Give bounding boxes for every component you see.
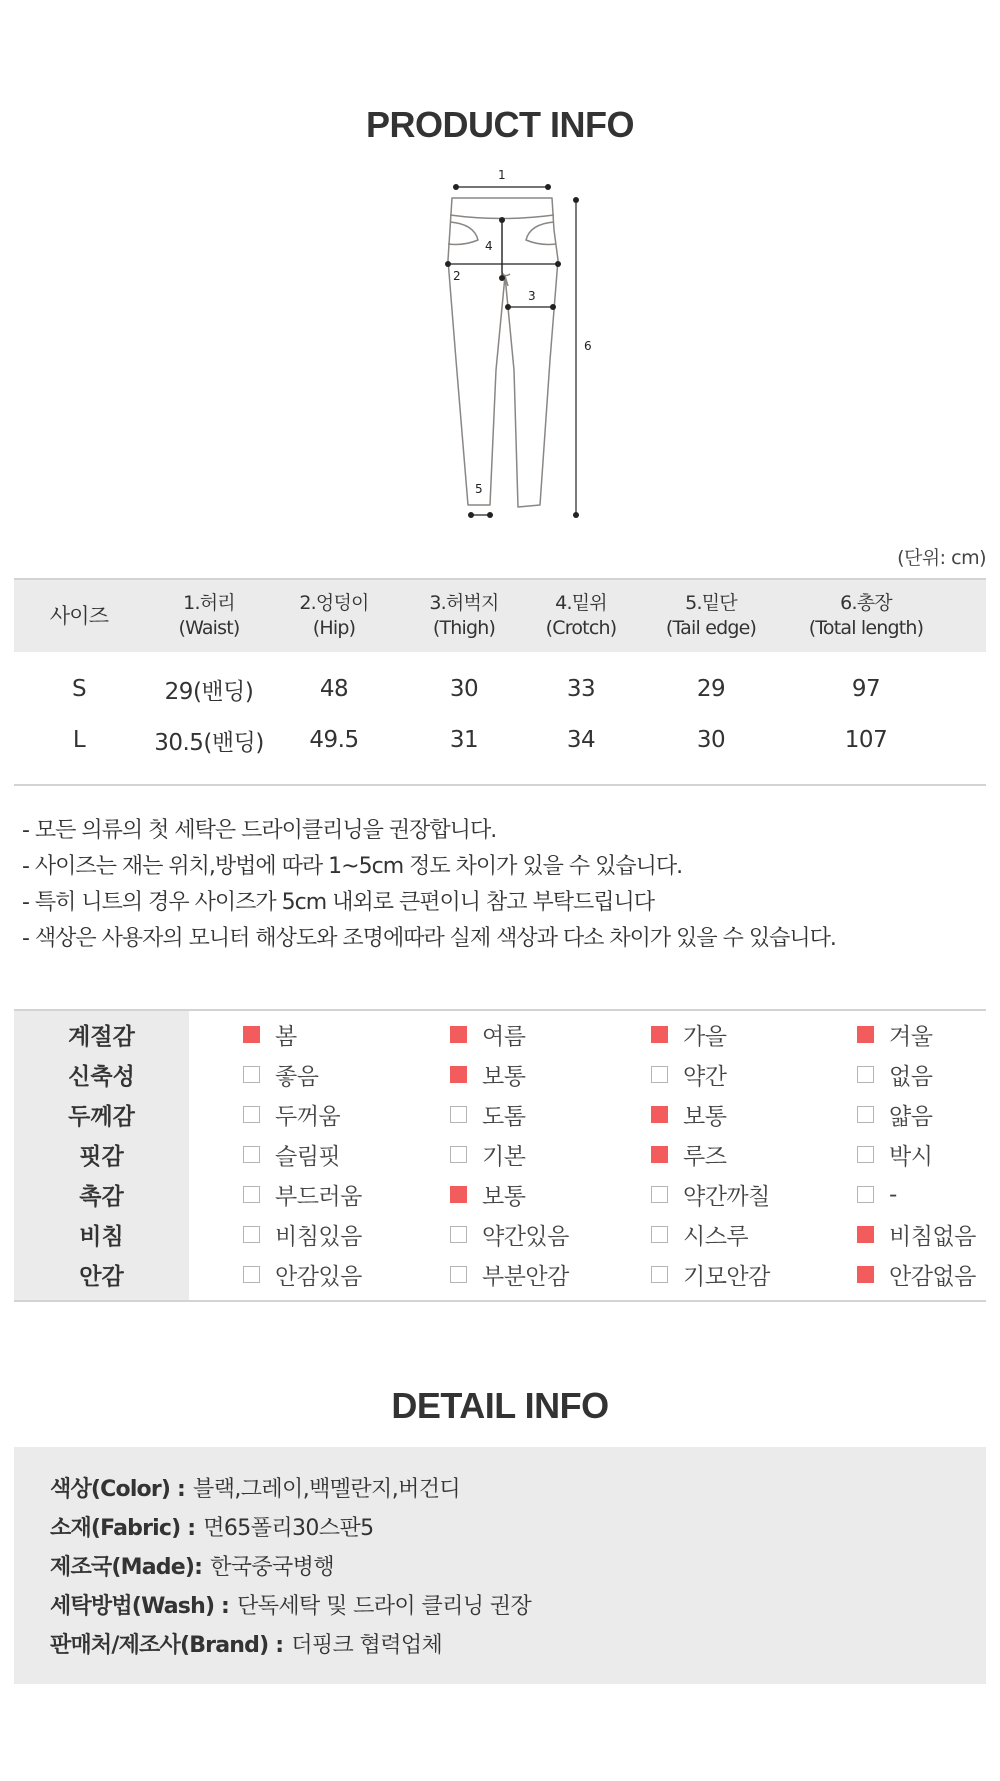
unchecked-box-icon: [450, 1106, 467, 1123]
attribute-option-label: 약간: [683, 1064, 727, 1090]
attribute-label: 신축성: [68, 1064, 135, 1090]
attribute-option: [243, 1095, 340, 1134]
unchecked-box-icon: [857, 1186, 874, 1203]
checked-box-icon: [651, 1026, 668, 1043]
attribute-option: [857, 1055, 932, 1094]
attribute-option-label: 기본: [482, 1144, 526, 1170]
attribute-option: [651, 1175, 770, 1214]
attribute-option: [651, 1255, 770, 1294]
attribute-option-label: 슬림핏: [275, 1144, 341, 1170]
note-line: - 모든 의류의 첫 세탁은 드라이클리닝을 권장합니다.: [22, 818, 497, 843]
attribute-option: [243, 1215, 362, 1254]
detail-info-box: [14, 1447, 986, 1684]
unchecked-box-icon: [857, 1106, 874, 1123]
attribute-option: [651, 1095, 726, 1134]
detail-value: 단독세탁 및 드라이 클리닝 권장: [237, 1594, 532, 1619]
cell-size: S: [71, 676, 87, 702]
attribute-option: [243, 1135, 340, 1174]
checked-box-icon: [243, 1026, 260, 1043]
attribute-row: [14, 1135, 986, 1174]
detail-info-title: DETAIL INFO: [391, 1385, 609, 1426]
attribute-option-label: 약간있음: [482, 1224, 569, 1250]
detail-row-color: [50, 1468, 986, 1507]
attribute-option: [651, 1215, 748, 1254]
unchecked-box-icon: [651, 1266, 668, 1283]
cell-total-length: 107: [844, 727, 888, 753]
checked-box-icon: [450, 1186, 467, 1203]
fly-line: [502, 222, 510, 276]
detail-value: 블랙,그레이,백멜란지,버건디: [193, 1477, 461, 1502]
attribute-label: 계절감: [68, 1024, 135, 1050]
measure-label-5: 5: [475, 482, 483, 496]
attribute-option-label: 루즈: [683, 1144, 727, 1170]
attribute-row: [14, 1215, 986, 1254]
attribute-row: [14, 1095, 986, 1134]
detail-row-made: [50, 1546, 986, 1585]
attribute-option-label: 박시: [889, 1144, 933, 1170]
attribute-option: [450, 1015, 525, 1054]
detail-value: 면65폴리30스판5: [203, 1516, 374, 1541]
cell-tail-edge: 29: [696, 676, 726, 702]
attribute-option-label: 봄: [275, 1024, 297, 1050]
detail-value: 더핑크 협력업체: [291, 1633, 443, 1658]
detail-row-brand: [50, 1624, 986, 1663]
attribute-option: [450, 1255, 569, 1294]
unit-note: (단위: cm): [897, 547, 986, 569]
attribute-option-label: 약간까칠: [683, 1184, 770, 1210]
checked-box-icon: [857, 1226, 874, 1243]
checked-box-icon: [651, 1106, 668, 1123]
attribute-option-label: 안감있음: [275, 1264, 362, 1290]
checked-box-icon: [450, 1026, 467, 1043]
pants-measurement-diagram: [430, 160, 600, 520]
care-notes: [22, 813, 982, 957]
detail-key: 판매처/제조사(Brand) :: [50, 1633, 284, 1658]
measure-label-2: 2: [453, 269, 461, 283]
unchecked-box-icon: [243, 1106, 260, 1123]
attribute-label: 두께감: [68, 1104, 135, 1130]
unchecked-box-icon: [651, 1066, 668, 1083]
unchecked-box-icon: [450, 1226, 467, 1243]
note-line: - 사이즈는 재는 위치,방법에 따라 1~5cm 정도 차이가 있을 수 있습니다.: [22, 854, 683, 879]
detail-key: 색상(Color) :: [50, 1477, 186, 1502]
attribute-option-label: 여름: [482, 1024, 526, 1050]
cell-total-length: 97: [851, 676, 881, 702]
cell-hip: 49.5: [309, 727, 359, 753]
attribute-option-label: 도톰: [482, 1104, 526, 1130]
attribute-option-label: 얇음: [889, 1104, 933, 1130]
header-crotch: 4.밑위 (Crotch): [545, 592, 617, 639]
size-row-l: [14, 718, 986, 762]
attribute-option-label: -: [889, 1181, 897, 1208]
attribute-option: [857, 1175, 897, 1214]
attribute-option: [243, 1055, 318, 1094]
cell-hip: 48: [319, 676, 349, 702]
attribute-table: [14, 1009, 986, 1302]
detail-key: 제조국(Made):: [50, 1555, 203, 1580]
detail-row-wash: [50, 1585, 986, 1624]
attribute-option: [857, 1215, 976, 1254]
measure-label-3: 3: [528, 289, 536, 303]
attribute-option-label: 시스루: [683, 1224, 749, 1250]
size-table: [14, 578, 986, 756]
note-line: - 색상은 사용자의 모니터 해상도와 조명에따라 실제 색상과 다소 차이가 있을 수 있습니다.: [22, 926, 836, 951]
cell-crotch: 34: [566, 727, 596, 753]
detail-value: 한국중국병행: [210, 1555, 334, 1580]
attribute-option-label: 보통: [482, 1184, 526, 1210]
attribute-option-label: 가을: [683, 1024, 727, 1050]
attribute-option-label: 두꺼움: [275, 1104, 341, 1130]
attribute-option-label: 비침있음: [275, 1224, 362, 1250]
cell-thigh: 31: [449, 727, 479, 753]
attribute-label: 핏감: [79, 1144, 124, 1170]
unchecked-box-icon: [651, 1186, 668, 1203]
attribute-option-label: 겨울: [889, 1024, 933, 1050]
attribute-option: [857, 1135, 932, 1174]
attribute-label: 촉감: [79, 1184, 124, 1210]
attribute-row: [14, 1055, 986, 1094]
cell-crotch: 33: [566, 676, 596, 702]
attribute-option-label: 없음: [889, 1064, 933, 1090]
attribute-option: [450, 1135, 525, 1174]
left-pocket: [448, 222, 478, 245]
measure-label-1: 1: [498, 168, 506, 182]
divider: [14, 784, 986, 786]
attribute-option: [857, 1255, 976, 1294]
checked-box-icon: [651, 1146, 668, 1163]
detail-row-fabric: [50, 1507, 986, 1546]
attribute-option: [450, 1175, 525, 1214]
attribute-option: [857, 1015, 932, 1054]
size-row-s: [14, 667, 986, 711]
attribute-option: [651, 1015, 726, 1054]
attribute-option: [243, 1255, 362, 1294]
unchecked-box-icon: [651, 1226, 668, 1243]
attribute-option: [450, 1055, 525, 1094]
attribute-option-label: 좋음: [275, 1064, 319, 1090]
cell-size: L: [72, 727, 86, 753]
attribute-option-label: 기모안감: [683, 1264, 770, 1290]
header-size: 사이즈: [49, 603, 109, 628]
attribute-option: [651, 1135, 726, 1174]
header-total-length: 6.총장 (Total length): [808, 592, 924, 639]
checked-box-icon: [857, 1026, 874, 1043]
attribute-row: [14, 1255, 986, 1294]
header-thigh: 3.허벅지 (Thigh): [429, 592, 499, 639]
cell-waist: 29(밴딩): [164, 678, 254, 705]
cell-waist: 30.5(밴딩): [154, 729, 264, 756]
unchecked-box-icon: [243, 1266, 260, 1283]
attribute-option-label: 부드러움: [275, 1184, 362, 1210]
attribute-option: [651, 1055, 726, 1094]
unchecked-box-icon: [450, 1266, 467, 1283]
attribute-option-label: 부분안감: [482, 1264, 569, 1290]
measure-label-6: 6: [584, 339, 592, 353]
detail-key: 세탁방법(Wash) :: [50, 1594, 230, 1619]
product-info-title: PRODUCT INFO: [366, 104, 634, 145]
attribute-option-label: 보통: [683, 1104, 727, 1130]
attribute-option: [857, 1095, 932, 1134]
attribute-option-label: 비침없음: [889, 1224, 976, 1250]
attribute-option: [243, 1015, 297, 1054]
detail-key: 소재(Fabric) :: [50, 1516, 196, 1541]
unchecked-box-icon: [243, 1186, 260, 1203]
header-waist: 1.허리 (Waist): [178, 592, 240, 639]
size-table-header: [14, 578, 986, 652]
unchecked-box-icon: [243, 1146, 260, 1163]
attribute-option-label: 안감없음: [889, 1264, 976, 1290]
unchecked-box-icon: [243, 1226, 260, 1243]
attribute-option: [450, 1095, 525, 1134]
cell-tail-edge: 30: [696, 727, 726, 753]
attribute-label: 비침: [79, 1224, 124, 1250]
note-line: - 특히 니트의 경우 사이즈가 5cm 내외로 큰편이니 참고 부탁드립니다: [22, 890, 654, 915]
attribute-row: [14, 1175, 986, 1214]
attribute-row: [14, 1015, 986, 1054]
cell-thigh: 30: [449, 676, 479, 702]
header-hip: 2.엉덩이 (Hip): [299, 592, 369, 639]
header-tail-edge: 5.밑단 (Tail edge): [665, 592, 757, 639]
unchecked-box-icon: [450, 1146, 467, 1163]
attribute-option-label: 보통: [482, 1064, 526, 1090]
attribute-label: 안감: [79, 1264, 124, 1290]
unchecked-box-icon: [243, 1066, 260, 1083]
unchecked-box-icon: [857, 1146, 874, 1163]
unchecked-box-icon: [857, 1066, 874, 1083]
right-pocket: [526, 222, 556, 245]
measure-label-4: 4: [485, 239, 493, 253]
checked-box-icon: [450, 1066, 467, 1083]
checked-box-icon: [857, 1266, 874, 1283]
attribute-option: [450, 1215, 569, 1254]
attribute-option: [243, 1175, 362, 1214]
